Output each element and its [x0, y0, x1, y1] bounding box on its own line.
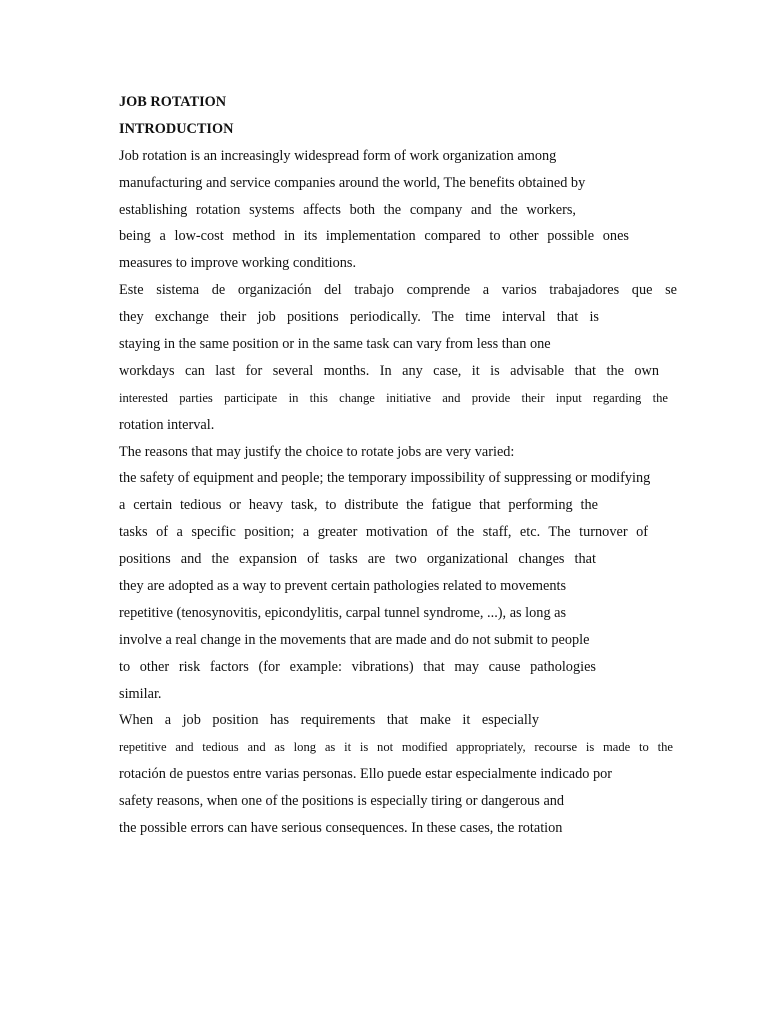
text-line: involve a real change in the movements that are made and do not submit to people [119, 631, 590, 648]
section-heading: INTRODUCTION [119, 120, 234, 137]
text-line: positions and the expansion of tasks are two organizational changes that [119, 551, 596, 568]
text-line: interested parties participate in this change initiative and provide their input regarding the [119, 390, 668, 405]
text-line: Job rotation is an increasingly widespread form of work organization among [119, 147, 557, 164]
text-line: measures to improve working conditions. [119, 255, 357, 272]
text-line: they exchange their job positions periodically. The time interval that is [119, 309, 599, 326]
text-line: manufacturing and service companies around the world, The benefits obtained by [119, 174, 586, 191]
text-line: being a low-cost method in its implementation compared to other possible ones [119, 228, 629, 245]
text-line: to other risk factors (for example: vibrations) that may cause pathologies [119, 658, 596, 675]
document-title: JOB ROTATION [119, 94, 227, 110]
text-line: similar. [119, 685, 162, 702]
text-line: repetitive (tenosynovitis, epicondylitis, carpal tunnel syndrome, ...), as long as [119, 604, 567, 621]
text-line: the possible errors can have serious consequences. In these cases, the rotation [119, 820, 563, 837]
text-line: a certain tedious or heavy task, to distribute the fatigue that performing the [119, 497, 598, 514]
document-body [119, 89, 688, 842]
text-line: rotación de puestos entre varias personas. Ello puede estar especialmente indicado por [119, 766, 613, 783]
text-line: Este sistema de organización del trabajo comprende a varios trabajadores que se [119, 282, 677, 299]
text-line: workdays can last for several months. In any case, it is advisable that the own [119, 362, 659, 379]
text-line: repetitive and tedious and as long as it is not modified appropriately, recourse is made to the [119, 740, 673, 755]
text-line: they are adopted as a way to prevent certain pathologies related to movements [119, 578, 567, 595]
text-line: staying in the same position or in the same task can vary from less than one [119, 336, 551, 353]
text-line: The reasons that may justify the choice to rotate jobs are very varied: [119, 443, 515, 460]
text-line: tasks of a specific position; a greater motivation of the staff, etc. The turnover of [119, 524, 648, 541]
text-line: establishing rotation systems affects both the company and the workers, [119, 201, 576, 218]
text-line: the safety of equipment and people; the temporary impossibility of suppressing or modifying [119, 470, 651, 487]
text-line: safety reasons, when one of the positions is especially tiring or dangerous and [119, 793, 565, 810]
text-line: When a job position has requirements that make it especially [119, 712, 539, 729]
text-line: rotation interval. [119, 416, 215, 433]
